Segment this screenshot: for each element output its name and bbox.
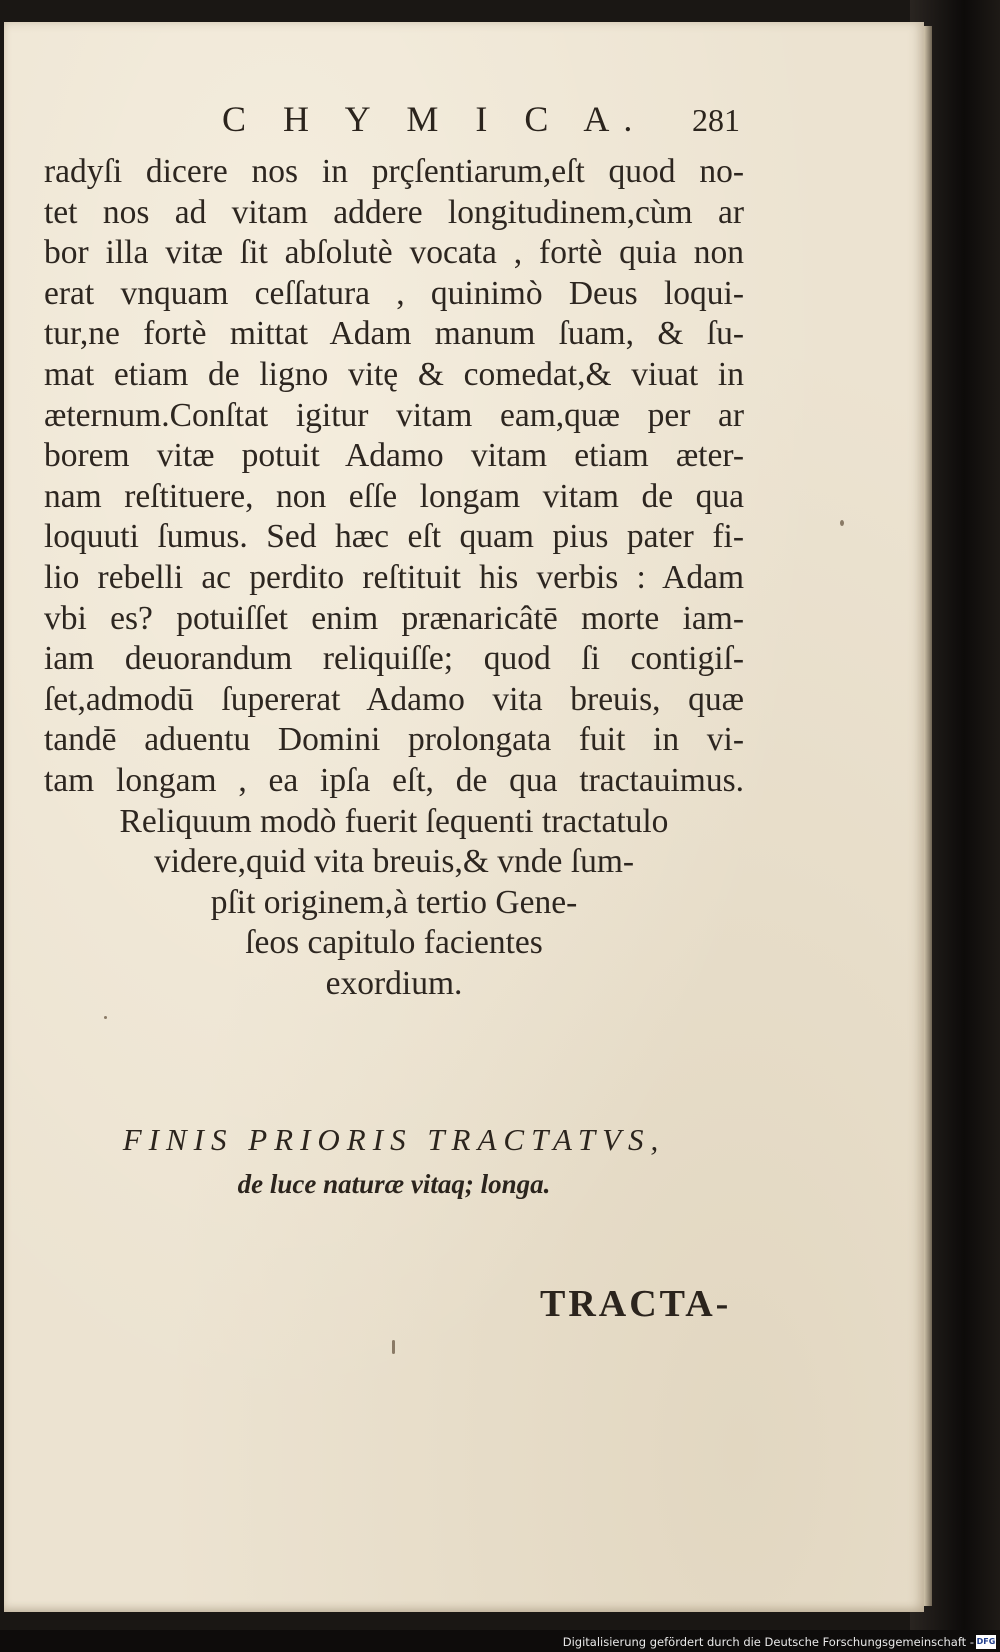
text-line: ſet,admodū ſupererat Adamo vita breuis, quæ — [44, 680, 744, 718]
body-text — [44, 152, 744, 1004]
paper-speck — [104, 1016, 107, 1019]
running-head-title: C H Y M I C A. — [222, 99, 647, 139]
paper-speck — [840, 520, 844, 526]
text-line: æternum.Conſtat igitur vitam eam,quæ per ar — [44, 396, 744, 434]
text-line: radyſi dicere nos in prçſentiarum,eſt quod no- — [44, 153, 744, 190]
text-line: erat vnquam ceſſatura , quinimò Deus loqui- — [44, 274, 744, 312]
text-line: loquuti ſumus. Sed hæc eſt quam pius pater fi- — [44, 518, 744, 556]
text-line: borem vitæ potuit Adamo vitam etiam æter- — [44, 437, 744, 475]
text-line-centered: videre,quid vita breuis,& vnde ſum- — [153, 843, 635, 881]
text-line: bor illa vitæ ſit abſolutè vocata , fortè quia non — [44, 234, 744, 272]
text-line-centered: exordium. — [325, 964, 463, 1002]
finis-subtitle: de luce naturæ vitaq; longa. — [237, 1169, 551, 1199]
text-line-centered: ſeos capitulo facientes — [245, 924, 543, 962]
finis-colophon — [44, 1120, 744, 1204]
digitization-credit: Digitalisierung gefördert durch die Deutsche Forschungsgemeinschaft - — [562, 1635, 974, 1649]
text-line-centered: Reliquum modò fuerit ſequenti tractatulo — [119, 802, 669, 840]
text-line: iam deuorandum reliquiſſe; quod ſi contigiſ- — [44, 640, 744, 678]
dfg-logo: DFG — [976, 1635, 996, 1649]
finis-title: FINIS PRIORIS TRACTATVS, — [122, 1122, 666, 1157]
catchword: TRACTA- — [540, 1283, 732, 1325]
text-line: vbi es? potuiſſet enim prænaricâtē morte iam- — [44, 599, 744, 637]
text-line: tandē aduentu Domini prolongata fuit in vi- — [44, 721, 744, 759]
page-edge — [924, 26, 932, 1606]
text-line: lio rebelli ac perdito reſtituit his verbis : Adam — [44, 558, 744, 596]
page-number: 281 — [692, 102, 740, 138]
text-line: nam reſtituere, non eſſe longam vitam de qua — [44, 477, 744, 515]
text-line: tet nos ad vitam addere longitudinem,cùm ar — [44, 193, 744, 231]
paper-speck — [392, 1340, 395, 1354]
text-line: tur,ne fortè mittat Adam manum ſuam, & ſu- — [44, 315, 744, 353]
text-line-centered: pſit originem,à tertio Gene- — [210, 883, 578, 921]
footer-bar — [0, 1630, 1000, 1652]
running-head — [222, 98, 742, 148]
text-line: mat etiam de ligno vitę & comedat,& viuat in — [44, 355, 744, 393]
text-line: tam longam , ea ipſa eſt, de qua tractauimus. — [44, 761, 744, 799]
